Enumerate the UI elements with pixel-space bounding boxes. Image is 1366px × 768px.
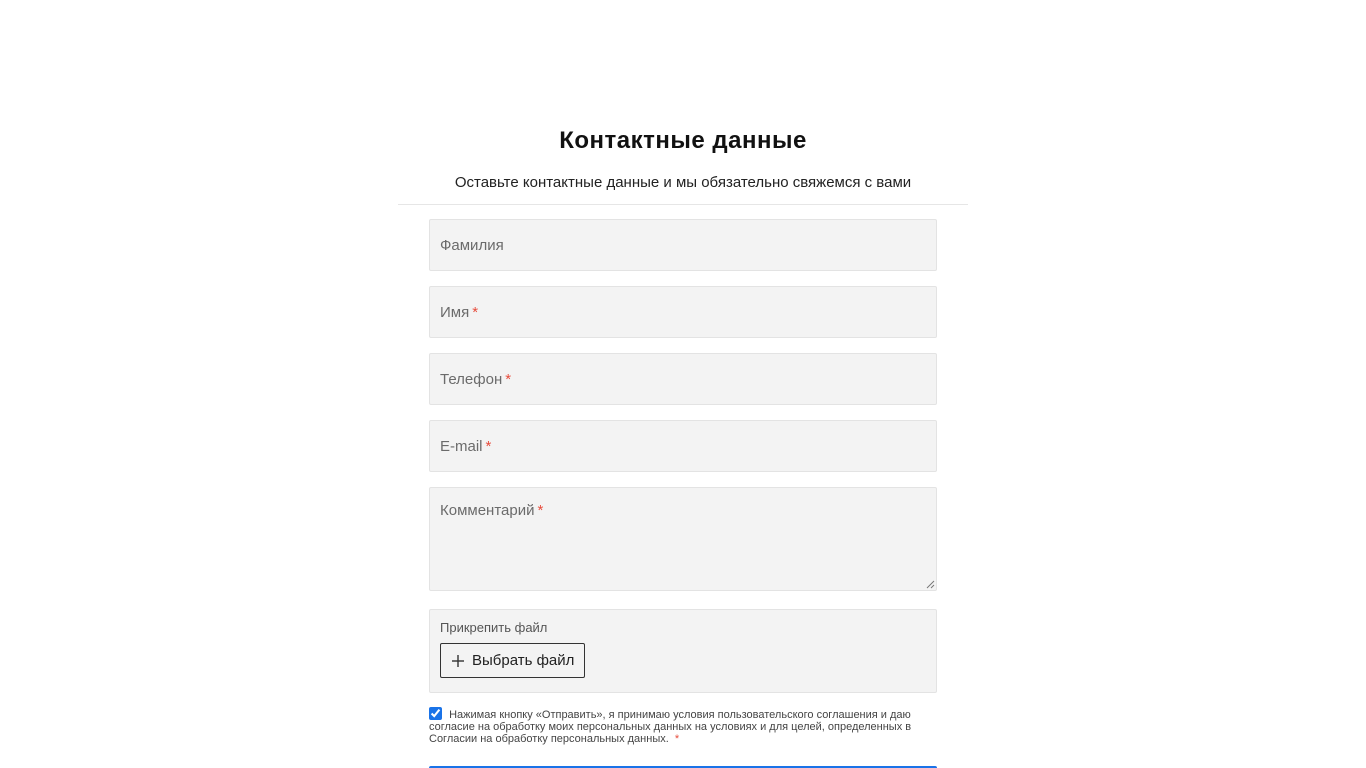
consent-checkbox[interactable] [429, 707, 442, 720]
required-mark: * [505, 371, 512, 388]
plus-icon [451, 654, 465, 668]
first-name-field[interactable] [429, 286, 937, 338]
email-field[interactable] [429, 420, 937, 472]
required-mark: * [485, 438, 492, 455]
email-label: E-mail * [440, 438, 492, 455]
header-divider [398, 204, 968, 205]
required-mark: * [472, 304, 479, 321]
choose-file-button[interactable] [440, 643, 585, 678]
consent-block [429, 707, 937, 745]
phone-label: Телефон * [440, 371, 512, 388]
first-name-label: Имя * [440, 304, 479, 321]
form-header [398, 126, 968, 192]
required-mark: * [537, 502, 544, 519]
last-name-label: Фамилия [440, 237, 504, 254]
phone-field[interactable] [429, 353, 937, 405]
file-upload-box [429, 609, 937, 693]
file-upload-label: Прикрепить файл [440, 620, 548, 635]
page-title: Контактные данные [559, 127, 807, 154]
consent-required-mark: * [674, 733, 680, 745]
contact-form [429, 219, 937, 745]
comment-label: Комментарий * [440, 502, 544, 519]
choose-file-label: Выбрать файл [472, 652, 575, 669]
page-subtitle: Оставьте контактные данные и мы обязательно свяжемся с вами [454, 174, 912, 191]
comment-textarea[interactable] [429, 487, 937, 591]
last-name-field[interactable] [429, 219, 937, 271]
consent-text: Нажимая кнопку «Отправить», я принимаю условия пользовательского соглашения и даю согласие на обработку моих персональных данных на условиях и для целей, определенных в Согласии на обработку персональных данных. [429, 709, 912, 745]
resize-handle-icon[interactable] [926, 580, 935, 589]
